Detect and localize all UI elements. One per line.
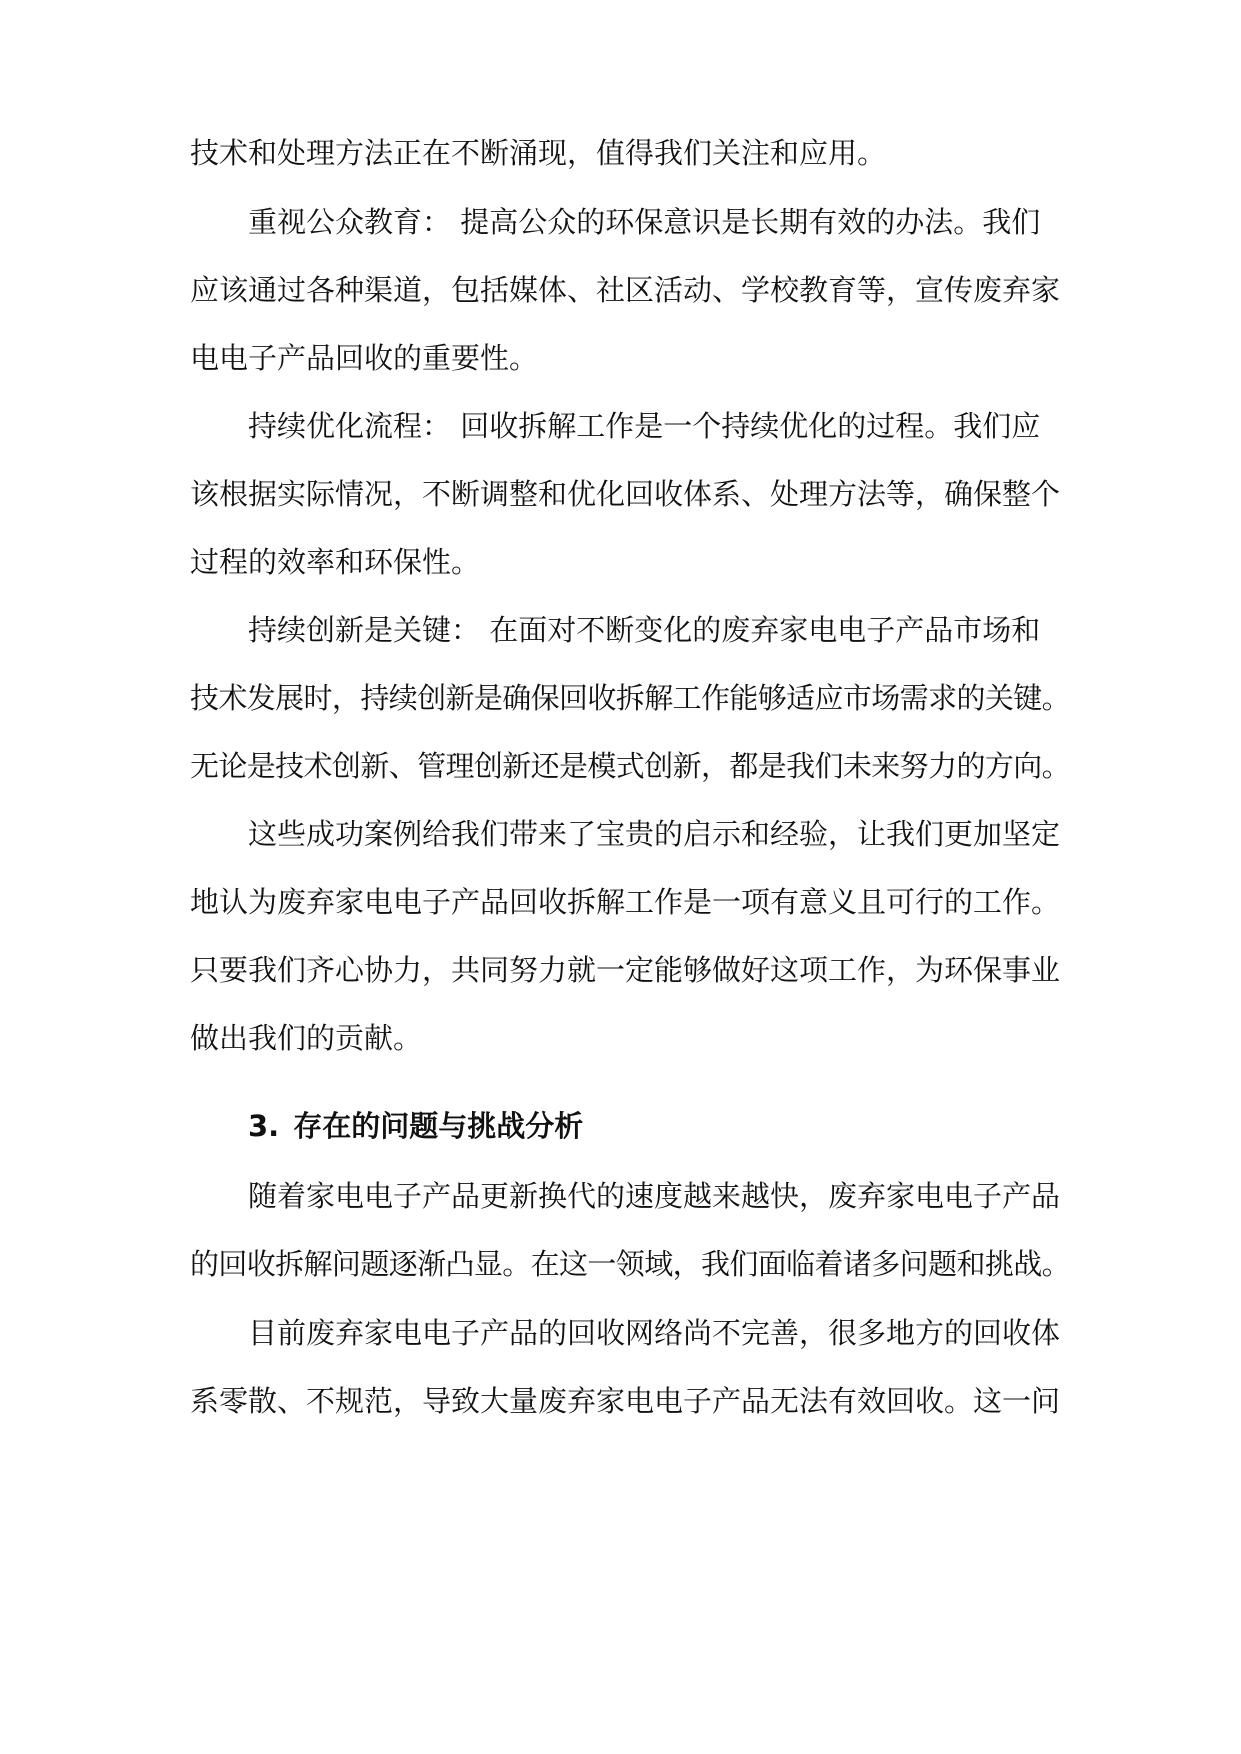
paragraph-line: 做出我们的贡献。 (190, 1021, 423, 1055)
paragraph-line: 目前废弃家电电子产品的回收网络尚不完善，很多地方的回收体 (248, 1316, 1061, 1350)
paragraph-line: 电电子产品回收的重要性。 (190, 341, 539, 375)
section-title: 存在的问题与挑战分析 (293, 1109, 584, 1143)
paragraph-line: 该根据实际情况，不断调整和优化回收体系、处理方法等，确保整个 (190, 477, 1061, 511)
paragraph-line: 无论是技术创新、管理创新还是模式创新，都是我们未来努力的方向。 (190, 749, 1070, 783)
paragraph-line: 技术和处理方法正在不断涌现，值得我们关注和应用。 (190, 136, 887, 170)
paragraph-line: 技术发展时，持续创新是确保回收拆解工作能够适应市场需求的关键。 (190, 681, 1070, 715)
paragraph-line: 持续创新是关键： 在面对不断变化的废弃家电电子产品市场和 (248, 613, 1041, 647)
paragraph-line: 地认为废弃家电电子产品回收拆解工作是一项有意义且可行的工作。 (190, 885, 1061, 919)
paragraph-line: 应该通过各种渠道，包括媒体、社区活动、学校教育等，宣传废弃家 (190, 273, 1061, 307)
paragraph-line: 过程的效率和环保性。 (190, 545, 481, 579)
paragraph-line: 这些成功案例给我们带来了宝贵的启示和经验，让我们更加坚定 (248, 817, 1061, 851)
paragraph-line: 的回收拆解问题逐渐凸显。在这一领域，我们面临着诸多问题和挑战。 (190, 1247, 1070, 1281)
paragraph-line: 只要我们齐心协力，共同努力就一定能够做好这项工作，为环保事业 (190, 953, 1061, 987)
paragraph-line: 重视公众教育： 提高公众的环保意识是长期有效的办法。我们 (248, 205, 1041, 239)
paragraph-line: 系零散、不规范，导致大量废弃家电电子产品无法有效回收。这一问 (190, 1384, 1061, 1418)
section-heading (248, 1102, 1070, 1150)
section-number: 3. (248, 1109, 280, 1143)
paragraph-line: 随着家电电子产品更新换代的速度越来越快，废弃家电电子产品 (248, 1179, 1061, 1213)
paragraph-line: 持续优化流程： 回收拆解工作是一个持续优化的过程。我们应 (248, 409, 1041, 443)
